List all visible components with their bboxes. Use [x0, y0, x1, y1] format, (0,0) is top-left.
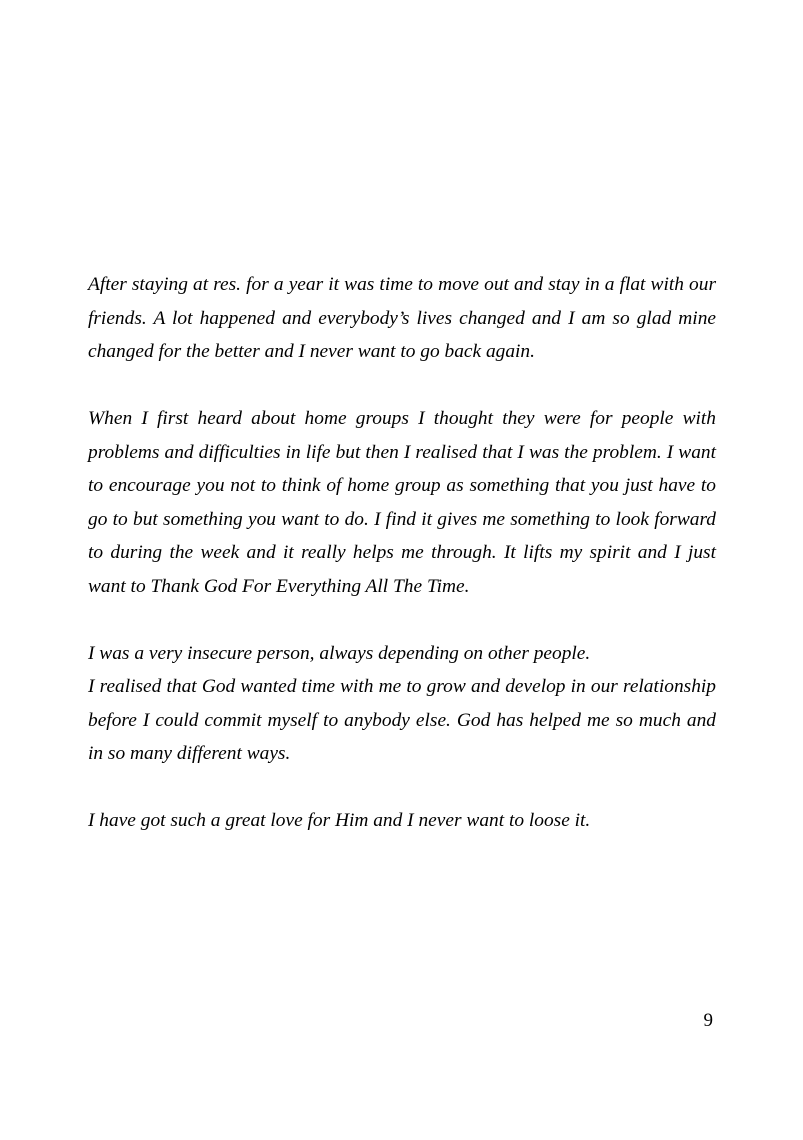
paragraph-gap — [88, 603, 716, 637]
paragraph-gap — [88, 369, 716, 403]
paragraph-moving-out: After staying at res. for a year it was time to move out and stay in a flat with our friends. A lot happened and everybody’s lives changed and I am so glad mine changed for the better and I never want to go back again. — [88, 274, 716, 362]
paragraph-gap — [88, 771, 716, 805]
paragraph-relationship: I realised that God wanted time with me to grow and develop in our relationship before I could commit myself to anybody else. God has helped me so much and in so many different ways. — [88, 676, 716, 764]
body-text — [88, 268, 716, 838]
paragraph-home-groups: When I first heard about home groups I thought they were for people with problems and difficulties in life but then I realised that I was the problem. I want to encourage you not to think of home group as something that you just have to go to but something you want to do. I find it gives me something to look forward to during the week and it really helps me through. It lifts my spirit and I just want to Thank God For Everything All The Time. — [88, 408, 716, 597]
page-number: 9 — [703, 1010, 713, 1031]
paragraph-love: I have got such a great love for Him and I never want to loose it. — [88, 810, 591, 831]
paragraph-insecure: I was a very insecure person, always depending on other people. — [88, 642, 591, 664]
